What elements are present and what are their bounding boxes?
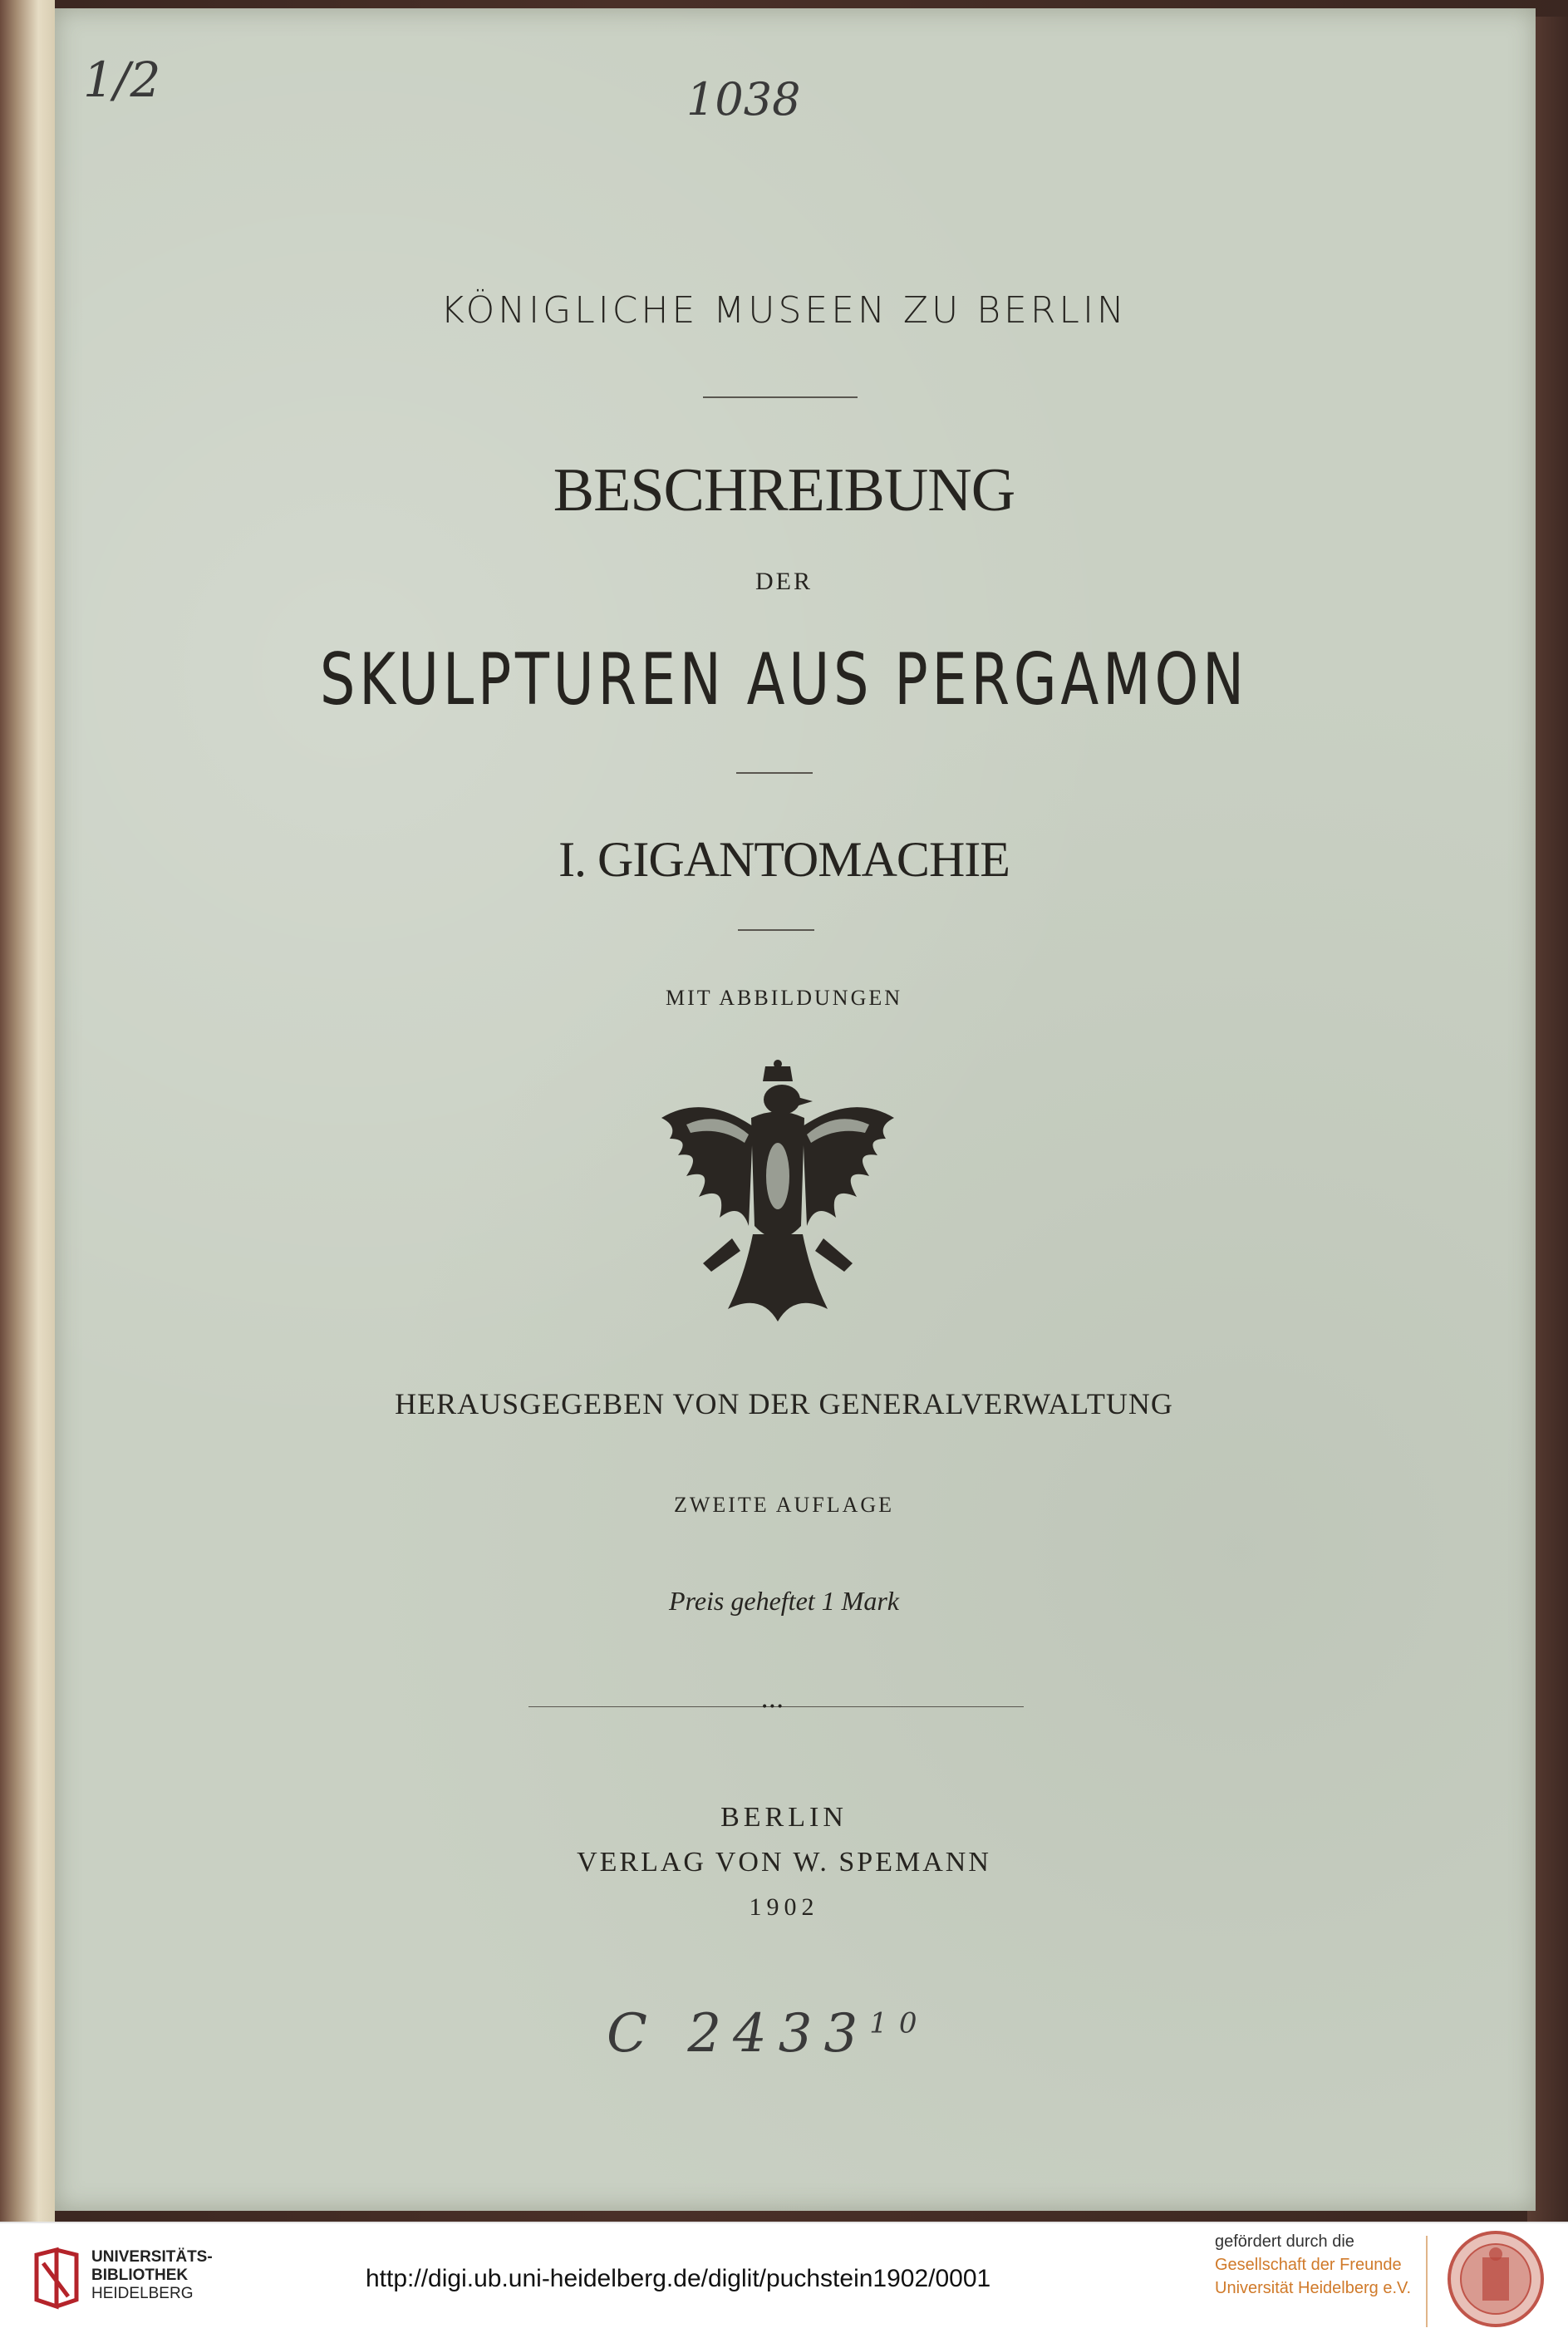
sponsor-divider [1426,2236,1428,2327]
publisher-note: HERAUSGEGEBEN VON DER GENERALVERWALTUNG [395,1387,1173,1420]
part-title: I. GIGANTOMACHIE [558,832,1010,887]
handwritten-top-left: 1/2 [83,52,161,108]
price-line: Preis geheftet 1 Mark [669,1586,899,1616]
library-name [91,2248,213,2303]
title-line-1: BESCHREIBUNG [553,456,1015,524]
imprint-city: BERLIN [720,1802,848,1833]
book-spine-edge [0,0,55,2222]
edition-line: ZWEITE AUFLAGE [673,1493,895,1517]
title-line-2: DER [755,568,813,595]
divider-1 [703,396,858,398]
library-name-line-2: BIBLIOTHEK [91,2267,189,2284]
sponsor-org-line-1: Gesellschaft der Freunde [1215,2256,1402,2274]
permalink-url[interactable]: http://digi.ub.uni-heidelberg.de/diglit/puchstein1902/0001 [366,2265,991,2292]
handwritten-shelfmark [607,2003,928,2065]
title-line-3: SKULPTUREN AUS PERGAMON [319,638,1248,721]
divider-ornament-dots: ••• [761,1701,784,1714]
shelfmark-main: C 2433 [607,2003,870,2065]
library-name-line-3: HEIDELBERG [91,2285,194,2302]
university-seal-icon [1446,2229,1546,2329]
institution-line: KÖNIGLICHE MUSEEN ZU BERLIN [440,289,1128,332]
prussian-eagle-emblem [653,1060,902,1326]
sponsor-org-line-2: Universität Heidelberg e.V. [1215,2279,1412,2297]
library-name-line-1: UNIVERSITÄTS- [91,2248,213,2266]
divider-2 [736,772,813,774]
handwritten-catalog-number: 1038 [686,73,801,126]
divider-3 [738,929,814,931]
imprint-year: 1902 [749,1893,819,1921]
imprint-publisher: VERLAG VON W. SPEMANN [577,1847,991,1878]
illustrations-note: MIT ABBILDUNGEN [665,986,903,1010]
sponsor-lead: gefördert durch die [1215,2232,1354,2251]
sponsor-block [1215,2230,1411,2300]
shelfmark-superscript: 10 [869,2006,929,2040]
library-logo-icon [32,2247,81,2311]
